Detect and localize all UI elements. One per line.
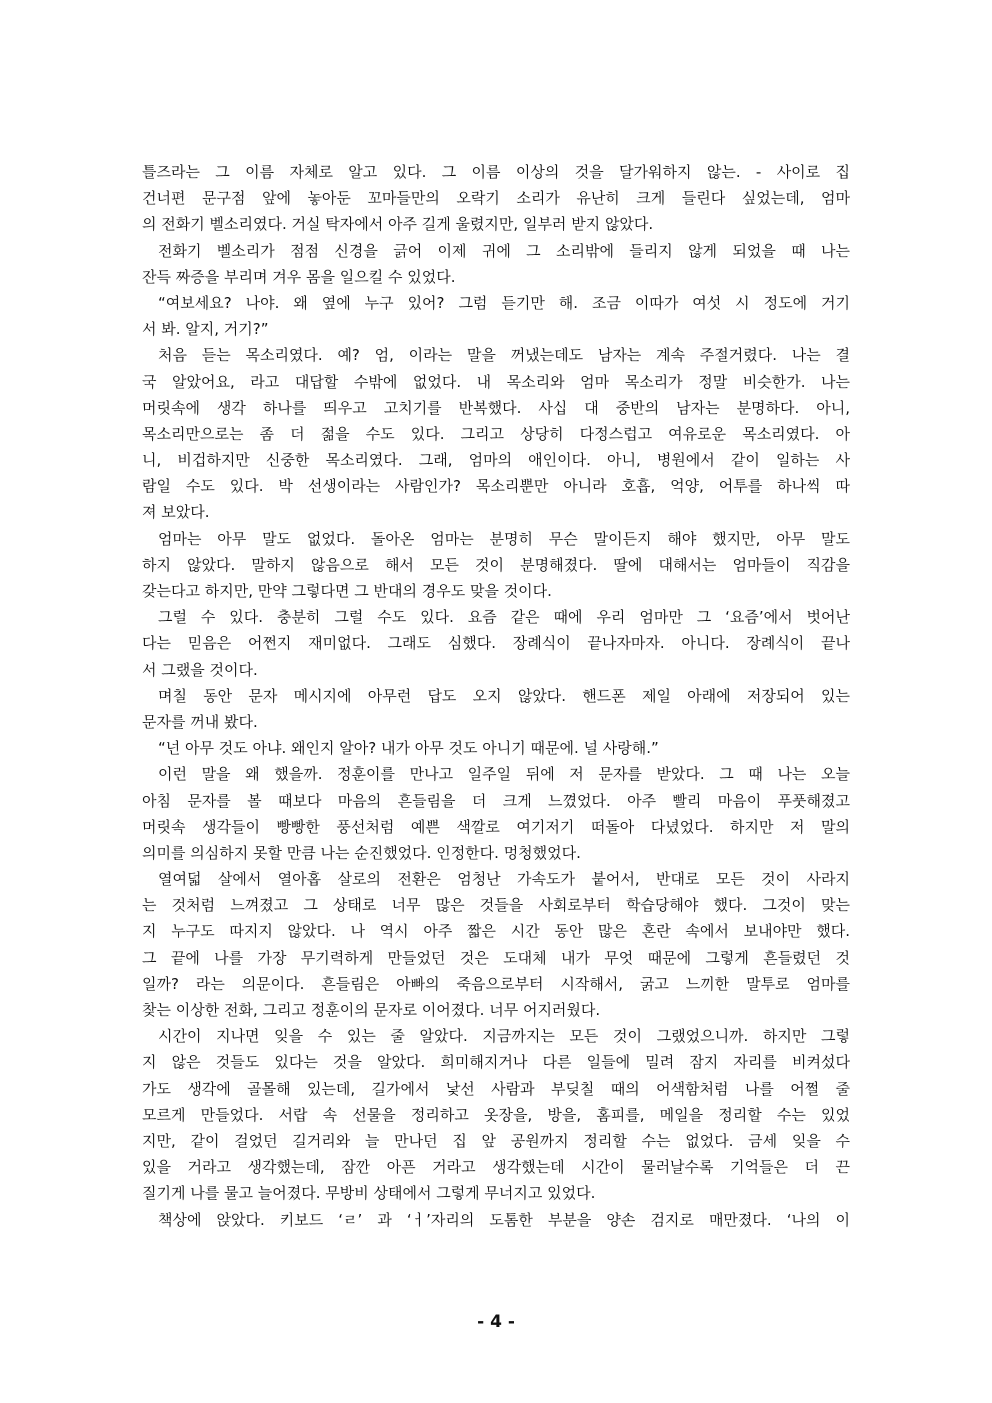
page-number: - 4 - <box>477 1312 515 1332</box>
text-line: 가도 생각에 골몰해 있는데, 길가에서 낯선 사람과 부딪칠 때의 어색함처럼 나를 어쩔 줄 <box>142 1079 850 1098</box>
text-line: 져 보았다. <box>142 503 210 522</box>
text-line: 열여덟 살에서 열아홉 살로의 전환은 엄청난 가속도가 붙어서, 반대로 모든 것이 사라지 <box>158 870 850 889</box>
text-line: 엄마는 아무 말도 없었다. 돌아온 엄마는 분명히 무슨 말이든지 해야 했지만, 아무 말도 <box>158 529 850 548</box>
text-line: 며칠 동안 문자 메시지에 아무런 답도 오지 않았다. 핸드폰 제일 아래에 저장되어 있는 <box>158 686 850 705</box>
text-line: 건너편 문구점 앞에 놓아둔 꼬마들만의 오락기 소리가 유난히 크게 들린다 싶었는데, 엄마 <box>142 189 850 208</box>
text-line: 는 것처럼 느껴졌고 그 상태로 너무 많은 것들을 사회로부터 학습당해야 했다. 그것이 맞는 <box>142 896 850 915</box>
text-line: 니, 비겁하지만 신중한 목소리였다. 그래, 엄마의 애인이다. 아니, 병원에서 같이 일하는 사 <box>142 451 850 470</box>
text-line: 있을 거라고 생각했는데, 잠깐 아픈 거라고 생각했는데 시간이 물러날수록 기억들은 더 끈 <box>142 1158 850 1177</box>
text-line: 모르게 만들었다. 서랍 속 선물을 정리하고 옷장을, 방을, 홈피를, 메일을 정리할 수는 있었 <box>142 1105 850 1124</box>
text-line: 그 끝에 나를 가장 무기력하게 만들었던 것은 도대체 내가 무엇 때문에 그렇게 흔들렸던 것 <box>142 948 850 967</box>
text-line: 문자를 꺼내 봤다. <box>142 712 258 731</box>
body-text <box>142 159 850 1233</box>
text-line: 다는 믿음은 어쩐지 재미없다. 그래도 심했다. 장례식이 끝나자마자. 아니다. 장례식이 끝나 <box>142 634 850 653</box>
text-line: 잔득 짜증을 부리며 겨우 몸을 일으킬 수 있었다. <box>142 267 456 286</box>
text-line: 의 전화기 벨소리였다. 거실 탁자에서 아주 길게 울렸지만, 일부러 받지 않았다. <box>142 215 654 234</box>
text-line: 머릿속에 생각 하나를 띄우고 고치기를 반복했다. 사십 대 중반의 남자는 분명하다. 아니, <box>142 398 850 417</box>
text-line: 전화기 벨소리가 점점 신경을 긁어 이제 귀에 그 소리밖에 들리지 않게 되었을 때 나는 <box>158 241 850 260</box>
text-line: 하지 않았다. 말하지 않음으로 해서 모든 것이 분명해졌다. 딸에 대해서는 엄마들이 직감을 <box>142 555 850 574</box>
text-line: 지만, 같이 걸었던 길거리와 늘 만나던 집 앞 공원까지 정리할 수는 없었다. 금세 잊을 수 <box>142 1131 850 1150</box>
text-line: 머릿속 생각들이 빵빵한 풍선처럼 예쁜 색깔로 여기저기 떠돌아 다녔었다. 하지만 저 말의 <box>142 817 850 836</box>
text-line: 그럴 수 있다. 충분히 그럴 수도 있다. 요즘 같은 때에 우리 엄마만 그 ‘요즘’에서 벗어난 <box>158 608 850 627</box>
text-line: 국 알았어요, 라고 대답할 수밖에 없었다. 내 목소리와 엄마 목소리가 정말 비슷한가. 나는 <box>142 372 850 391</box>
text-line: 질기게 나를 물고 늘어졌다. 무방비 상태에서 그렇게 무너지고 있었다. <box>142 1184 596 1203</box>
text-line: 갖는다고 하지만, 만약 그렇다면 그 반대의 경우도 맞을 것이다. <box>142 582 552 600</box>
text-line: 지 누구도 따지지 않았다. 나 역시 아주 짧은 시간 동안 많은 혼란 속에서 보내야만 했다. <box>142 922 850 941</box>
text-line: 틀즈라는 그 이름 자체로 알고 있다. 그 이름 이상의 것을 달가워하지 않는. - 사이로 집 <box>142 163 850 181</box>
text-line: 책상에 앉았다. 키보드 ‘ㄹ’ 과 ‘ㅓ’자리의 도톰한 부분을 양손 검지로 매만졌다. ‘나의 이 <box>158 1210 850 1229</box>
text-line: 처음 듣는 목소리였다. 예? 엄, 이라는 말을 꺼냈는데도 남자는 계속 주절거렸다. 나는 결 <box>158 346 850 365</box>
text-line: 지 않은 것들도 있다는 것을 알았다. 희미해지거나 다른 일들에 밀려 잠지 자리를 비켜섰다 <box>142 1053 850 1072</box>
text-line: “넌 아무 것도 아냐. 왜인지 알아? 내가 아무 것도 아니기 때문에. 널 사랑해.” <box>158 739 659 758</box>
text-line: 람일 수도 있다. 박 선생이라는 사람인가? 목소리뿐만 아니라 호흡, 억양, 어투를 하나씩 따 <box>142 477 850 496</box>
text-line: 일까? 라는 의문이다. 흔들림은 아빠의 죽음으로부터 시작해서, 굵고 느끼한 말투로 엄마를 <box>142 974 850 993</box>
text-line: 서 봐. 알지, 거기?” <box>142 320 269 339</box>
text-line: 찾는 이상한 전화, 그리고 정훈이의 문자로 이어졌다. 너무 어지러웠다. <box>142 1001 601 1019</box>
text-line: 서 그랬을 것이다. <box>142 660 258 679</box>
text-line: 아침 문자를 볼 때보다 마음의 흔들림을 더 크게 느꼈었다. 아주 빨리 마음이 푸풋해졌고 <box>142 791 850 810</box>
text-line: “여보세요? 나야. 왜 옆에 누구 있어? 그럼 듣기만 해. 조금 이따가 여섯 시 정도에 거기 <box>158 293 850 312</box>
text-line: 이런 말을 왜 했을까. 정훈이를 만나고 일주일 뒤에 저 문자를 받았다. 그 때 나는 오늘 <box>158 765 850 784</box>
text-line: 의미를 의심하지 못할 만큼 나는 순진했었다. 인정한다. 멍청했었다. <box>142 843 581 862</box>
text-line: 시간이 지나면 잊을 수 있는 줄 알았다. 지금까지는 모든 것이 그랬었으니까. 하지만 그렇 <box>158 1027 850 1046</box>
text-line: 목소리만으로는 좀 더 젊을 수도 있다. 그리고 상당히 다정스럽고 여유로운 목소리였다. 아 <box>142 424 850 443</box>
